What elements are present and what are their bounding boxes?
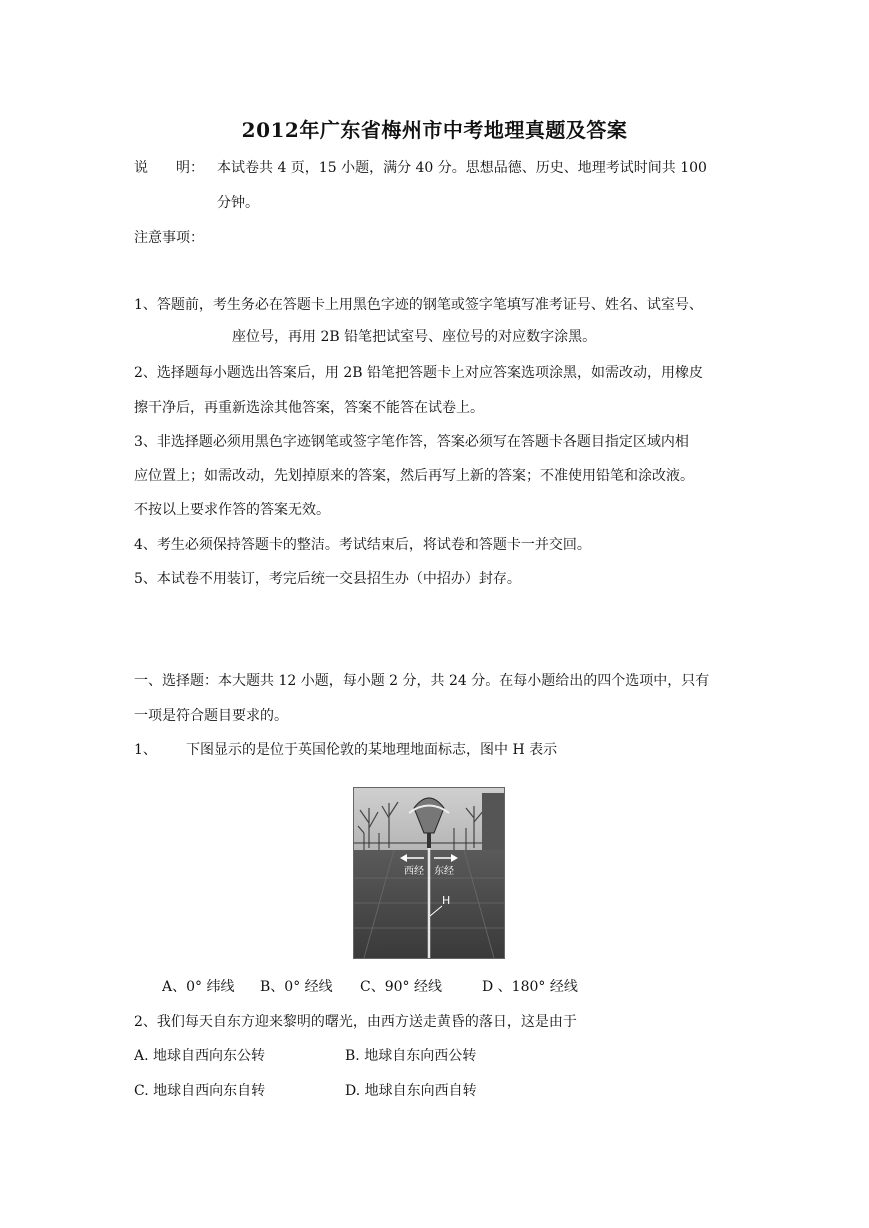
notice-item-3-cont: 应位置上；如需改动，先划掉原来的答案，然后再写上新的答案；不准使用铅笔和涂改液。 [134, 468, 694, 484]
explain-text-cont: 分钟。 [217, 195, 259, 211]
option-b: B、0° 经线 [260, 979, 333, 995]
notice-item-1-cont: 座位号，再用 2B 铅笔把试室号、座位号的对应数字涂黑。 [232, 329, 597, 345]
notice-item-3-cont2: 不按以上要求作答的答案无效。 [134, 502, 330, 518]
question-2-option-a: A. 地球自西向东公转 [134, 1048, 266, 1064]
notice-item-5: 5、本试卷不用装订，考完后统一交县招生办（中招办）封存。 [134, 571, 521, 587]
question-2-option-b: B. 地球自东向西公转 [345, 1048, 477, 1064]
east-longitude-label: 东经 [434, 866, 454, 877]
question-2-text: 2、我们每天自东方迎来黎明的曙光，由西方送走黄昏的落日，这是由于 [134, 1014, 577, 1030]
notice-item-3: 3、非选择题必须用黑色字迹钢笔或签字笔作答，答案必须写在答题卡各题目指定区域内相 [134, 434, 689, 450]
question-1-options [162, 977, 578, 997]
notice-item-2: 2、选择题每小题选出答案后，用 2B 铅笔把答题卡上对应答案选项涂黑，如需改动，用橡皮 [134, 365, 704, 381]
question-2-option-d: D. 地球自东向西自转 [345, 1083, 477, 1099]
notice-item-1: 1、答题前，考生务必在答题卡上用黑色字迹的钢笔或签字笔填写准考证号、姓名、试室号、 [134, 297, 703, 313]
question-1-text: 下图显示的是位于英国伦敦的某地理地面标志，图中 H 表示 [186, 742, 558, 758]
building [482, 793, 504, 853]
notice-heading: 注意事项： [134, 230, 204, 246]
explain-label: 说 明： [134, 160, 204, 176]
notice-item-2-cont: 擦干净后，再重新选涂其他答案，答案不能答在试卷上。 [134, 400, 484, 416]
section-heading: 一、选择题：本大题共 12 小题，每小题 2 分，共 24 分。在每小题给出的四个选项中，只有 [134, 673, 710, 689]
option-a: A、0° 纬线 [162, 979, 235, 995]
question-2-option-c: C. 地球自西向东自转 [134, 1083, 266, 1099]
notice-item-4: 4、考生必须保持答题卡的整洁。考试结束后，将试卷和答题卡一并交回。 [134, 537, 591, 553]
h-label: H [442, 894, 451, 907]
question-1-number: 1、 [134, 742, 157, 758]
option-d: D 、180° 经线 [482, 979, 578, 995]
option-c: C、90° 经线 [360, 979, 442, 995]
meridian-photo [353, 787, 505, 959]
section-heading-cont: 一项是符合题目要求的。 [134, 708, 288, 724]
explain-text: 本试卷共 4 页，15 小题，满分 40 分。思想品德、历史、地理考试时间共 100 [217, 160, 707, 176]
page-title: 2012年广东省梅州市中考地理真题及答案 [241, 118, 628, 142]
west-longitude-label: 西经 [404, 866, 424, 877]
